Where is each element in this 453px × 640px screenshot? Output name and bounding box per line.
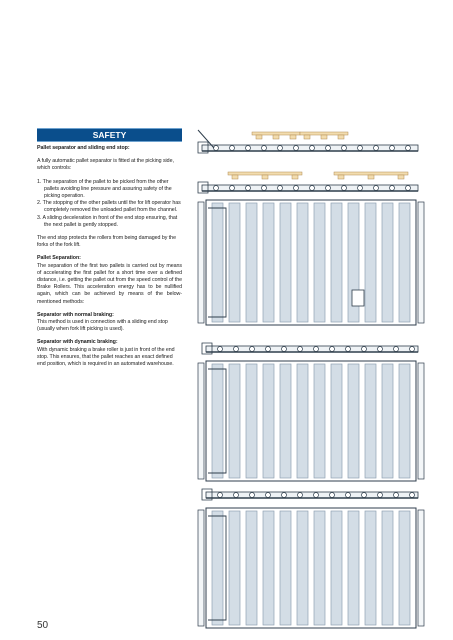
- roller: [297, 511, 308, 625]
- roller-circle: [362, 347, 367, 352]
- roller-circle: [342, 146, 347, 151]
- page-number: 50: [37, 620, 49, 631]
- roller-circle: [406, 146, 411, 151]
- roller: [297, 203, 308, 322]
- roller: [399, 511, 410, 625]
- roller: [263, 203, 274, 322]
- roller: [297, 364, 308, 478]
- pallet-block: [290, 135, 296, 139]
- roller-circle: [246, 186, 251, 191]
- frame-side-left: [198, 202, 204, 323]
- roller-circle: [266, 347, 271, 352]
- pallet-block: [256, 135, 262, 139]
- roller: [280, 203, 291, 322]
- frame-side-right: [418, 363, 424, 479]
- roller: [229, 203, 240, 322]
- frame-side-left: [198, 363, 204, 479]
- roller: [314, 203, 325, 322]
- roller: [382, 511, 393, 625]
- roller-circle: [298, 347, 303, 352]
- roller: [314, 511, 325, 625]
- pallet-block: [398, 175, 404, 179]
- roller-circle: [262, 146, 267, 151]
- roller: [365, 511, 376, 625]
- intro-paragraph: A fully automatic pallet separator is fitted at the picking side, which controls:: [37, 158, 174, 172]
- pallet-block: [338, 175, 344, 179]
- roller-circle: [234, 347, 239, 352]
- roller: [229, 364, 240, 478]
- roller-circle: [326, 146, 331, 151]
- roller-circle: [390, 146, 395, 151]
- roller: [331, 364, 342, 478]
- pallet-block: [273, 135, 279, 139]
- roller-circle: [266, 493, 271, 498]
- roller: [314, 364, 325, 478]
- roller-circle: [342, 186, 347, 191]
- section-title: Pallet separator and sliding end stop:: [37, 145, 130, 151]
- roller: [365, 203, 376, 322]
- roller-circle: [410, 347, 415, 352]
- roller-circle: [250, 493, 255, 498]
- roller: [331, 203, 342, 322]
- roller: [246, 203, 257, 322]
- roller: [399, 364, 410, 478]
- roller: [382, 203, 393, 322]
- roller-circle: [394, 493, 399, 498]
- pallet-block: [232, 175, 238, 179]
- end-stop-note: The end stop protects the rollers from being damaged by the forks of the fork lift.: [37, 235, 176, 249]
- roller-circle: [282, 493, 287, 498]
- point-item: 2. The stopping of the other pallets until the for lift operator has completely removed the unloaded pallet from the channel.: [37, 200, 181, 214]
- pallet-block: [368, 175, 374, 179]
- roller-circle: [298, 493, 303, 498]
- pallet-block: [304, 135, 310, 139]
- roller-circle: [294, 146, 299, 151]
- roller-circle: [310, 186, 315, 191]
- roller-circle: [314, 347, 319, 352]
- roller-circle: [278, 186, 283, 191]
- roller-circle: [326, 186, 331, 191]
- pallet-deck: [334, 172, 408, 175]
- roller-circle: [374, 146, 379, 151]
- roller-circle: [282, 347, 287, 352]
- brake-unit: [352, 290, 364, 306]
- roller-circle: [358, 146, 363, 151]
- roller-circle: [330, 347, 335, 352]
- point-item: 3. A sliding deceleration in front of the end stop ensuring, that the next pallet is gently stopped.: [37, 214, 178, 228]
- roller-circle: [230, 186, 235, 191]
- roller: [212, 511, 223, 625]
- roller-circle: [234, 493, 239, 498]
- pallet-deck: [228, 172, 302, 175]
- roller-circle: [374, 186, 379, 191]
- roller-circle: [278, 146, 283, 151]
- roller-circle: [294, 186, 299, 191]
- roller-circle: [218, 493, 223, 498]
- roller-circle: [330, 493, 335, 498]
- frame-side-right: [418, 202, 424, 323]
- roller-circle: [250, 347, 255, 352]
- roller: [399, 203, 410, 322]
- roller-circle: [262, 186, 267, 191]
- roller: [365, 364, 376, 478]
- roller-circle: [218, 347, 223, 352]
- pallet-block: [338, 135, 344, 139]
- roller: [382, 364, 393, 478]
- roller: [229, 511, 240, 625]
- roller: [280, 364, 291, 478]
- pallet-separation-body: The separation of the first two pallets is carried out by means of accelerating the first pallet for a short time over a defined distance, i.e. getting the pallet out from the speed control of the Brake Rollers. This acceleration energy has to be nullified again, which can be achieved by means of the below-mentioned methods:: [37, 262, 182, 305]
- roller-circle: [346, 347, 351, 352]
- roller: [263, 364, 274, 478]
- roller-circle: [362, 493, 367, 498]
- roller-circle: [214, 186, 219, 191]
- roller-circle: [230, 146, 235, 151]
- roller-circle: [358, 186, 363, 191]
- pallet-separation-heading: Pallet Separation:: [37, 255, 81, 262]
- roller-circle: [394, 347, 399, 352]
- roller-circle: [214, 146, 219, 151]
- pallet-block: [292, 175, 298, 179]
- roller: [263, 511, 274, 625]
- roller-circle: [314, 493, 319, 498]
- roller-circle: [378, 493, 383, 498]
- pallet-block: [321, 135, 327, 139]
- roller: [212, 364, 223, 478]
- pallet-deck: [300, 132, 348, 135]
- pallet-deck: [252, 132, 300, 135]
- roller: [246, 511, 257, 625]
- pallet-block: [262, 175, 268, 179]
- section-label: SAFETY: [37, 128, 182, 142]
- roller: [348, 364, 359, 478]
- point-item: 1. The separation of the pallet to be picked from the other pallets avoiding line pressure and assuring safety of the picking operation.: [37, 178, 172, 200]
- frame-side-left: [198, 510, 204, 626]
- roller-circle: [410, 493, 415, 498]
- roller: [212, 203, 223, 322]
- roller-circle: [406, 186, 411, 191]
- normal-braking-body: This method is used in connection with a sliding end stop (usually when fork lift picking is used).: [37, 319, 168, 333]
- roller-circle: [310, 146, 315, 151]
- roller: [246, 364, 257, 478]
- roller-circle: [390, 186, 395, 191]
- roller-circle: [378, 347, 383, 352]
- dynamic-braking-body: With dynamic braking a brake roller is just in front of the end stop. This ensures, that the pallet reaches an exact defined end position, which is required in an automated warehouse.: [37, 346, 175, 368]
- dynamic-braking-heading: Separator with dynamic braking:: [37, 339, 118, 346]
- normal-braking-heading: Separator with normal braking:: [37, 311, 114, 318]
- roller: [280, 511, 291, 625]
- roller-circle: [346, 493, 351, 498]
- roller-circle: [246, 146, 251, 151]
- roller: [348, 511, 359, 625]
- roller: [331, 511, 342, 625]
- frame-side-right: [418, 510, 424, 626]
